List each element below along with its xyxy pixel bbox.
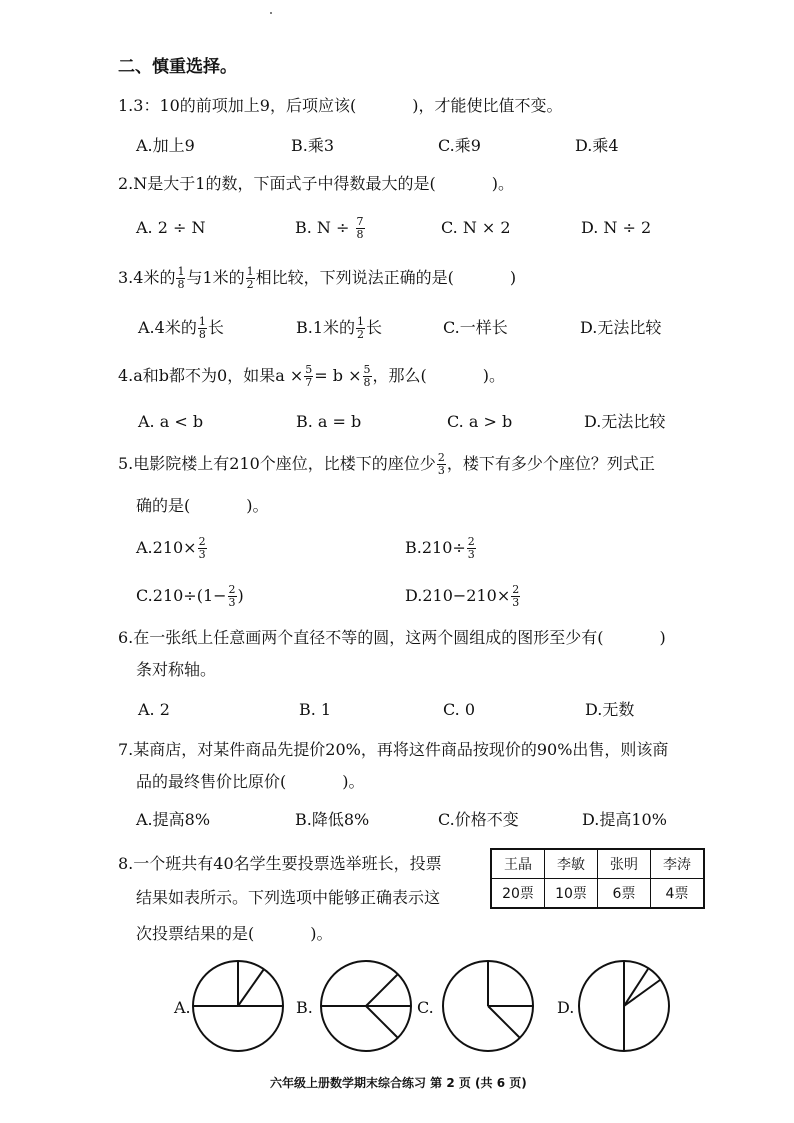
fraction <box>363 364 372 389</box>
q3-option-a-text: A.4米的 <box>138 318 197 337</box>
q6-option-d[interactable]: D.无数 <box>585 700 635 719</box>
fraction <box>304 364 313 389</box>
table-cell: 10票 <box>545 879 598 909</box>
denominator: 8 <box>356 228 364 241</box>
denominator: 8 <box>177 278 185 291</box>
pie-divider <box>488 1006 520 1038</box>
question-5-line-1 <box>118 452 655 477</box>
denominator: 3 <box>437 464 445 477</box>
pie-divider <box>238 969 264 1006</box>
q2-option-d[interactable]: D. N ÷ 2 <box>581 218 652 237</box>
numerator: 1 <box>198 315 206 328</box>
numerator: 2 <box>437 451 445 464</box>
denominator: 3 <box>228 596 236 609</box>
page-footer: 六年级上册数学期末综合练习 第 2 页 (共 6 页) <box>270 1076 527 1090</box>
q1-option-b[interactable]: B.乘3 <box>291 136 335 155</box>
q8-option-a-label[interactable]: A. <box>174 998 191 1017</box>
denominator: 8 <box>363 376 371 389</box>
fraction <box>246 266 255 291</box>
question-1-text: 1.3：10的前项加上9，后项应该( <box>118 96 357 115</box>
question-5-text-c: 确的是( <box>136 496 191 515</box>
q6-option-b[interactable]: B. 1 <box>299 700 332 719</box>
numerator: 7 <box>356 215 364 228</box>
q7-option-d[interactable]: D.提高10% <box>582 810 667 829</box>
q4-option-b[interactable]: B. a = b <box>296 412 362 431</box>
question-2-tail: )。 <box>491 174 514 193</box>
q5-option-b[interactable] <box>405 536 477 561</box>
question-6-line-1 <box>118 626 666 650</box>
question-3-text-a: 3.4米的 <box>118 268 176 287</box>
numerator: 5 <box>363 363 371 376</box>
numerator: 5 <box>305 363 313 376</box>
question-2-text: 2.N是大于1的数，下面式子中得数最大的是( <box>118 174 436 193</box>
question-3-text-b: 与1米的 <box>186 268 245 287</box>
table-header-cell: 王晶 <box>491 849 545 879</box>
q3-option-c[interactable]: C.一样长 <box>443 318 508 337</box>
question-7-text: 品的最终售价比原价( <box>136 772 287 791</box>
q5-option-d-text: D.210−210× <box>405 586 511 605</box>
q5-option-c[interactable] <box>136 584 244 609</box>
q4-option-d[interactable]: D.无法比较 <box>584 412 666 431</box>
fraction <box>356 216 365 241</box>
q8-option-c-label[interactable]: C. <box>417 998 434 1017</box>
fraction <box>198 316 207 341</box>
question-3-text-c: 相比较，下列说法正确的是( <box>255 268 454 287</box>
question-4-text-a: 4.a和b都不为0，如果a × <box>118 366 304 385</box>
q2-option-b-text: B. N ÷ <box>295 218 350 237</box>
denominator: 2 <box>246 278 254 291</box>
question-6-tail: ) <box>659 628 666 647</box>
question-4-text-b: = b × <box>314 366 362 385</box>
q1-option-c[interactable]: C.乘9 <box>438 136 481 155</box>
q3-option-a[interactable] <box>138 316 224 341</box>
q6-option-c[interactable]: C. 0 <box>443 700 476 719</box>
fraction <box>176 266 185 291</box>
q4-option-a[interactable]: A. a < b <box>138 412 204 431</box>
table-header-cell: 李敏 <box>545 849 598 879</box>
pie-chart-c[interactable] <box>440 958 536 1054</box>
question-4-tail: )。 <box>482 366 505 385</box>
section-title: 二、慎重选择。 <box>118 57 237 77</box>
q3-option-b[interactable] <box>296 316 382 341</box>
fraction <box>198 536 207 561</box>
fraction <box>228 584 237 609</box>
q3-option-d[interactable]: D.无法比较 <box>580 318 662 337</box>
table-row <box>491 849 704 879</box>
q2-option-b[interactable] <box>295 216 366 241</box>
denominator: 3 <box>512 596 520 609</box>
q7-option-c[interactable]: C.价格不变 <box>438 810 519 829</box>
pie-divider <box>624 980 660 1006</box>
question-2 <box>118 172 514 196</box>
pie-chart-a[interactable] <box>190 958 286 1054</box>
q8-option-b-label[interactable]: B. <box>296 998 313 1017</box>
denominator: 7 <box>305 376 313 389</box>
question-8-text: 次投票结果的是( <box>136 924 255 943</box>
q5-option-d[interactable] <box>405 584 521 609</box>
question-4-text-c: ，那么( <box>372 366 427 385</box>
denominator: 3 <box>198 548 206 561</box>
q2-option-a[interactable]: A. 2 ÷ N <box>136 218 206 237</box>
pie-divider <box>366 974 398 1006</box>
q1-option-d[interactable]: D.乘4 <box>575 136 619 155</box>
denominator: 2 <box>357 328 365 341</box>
question-6-text: 6.在一张纸上任意画两个直径不等的圆，这两个圆组成的图形至少有( <box>118 628 604 647</box>
question-8-line-1: 8.一个班共有40名学生要投票选举班长，投票 <box>118 854 442 873</box>
fraction <box>437 452 446 477</box>
table-cell: 4票 <box>651 879 705 909</box>
vote-table <box>490 848 705 909</box>
q3-option-b-text: B.1米的 <box>296 318 356 337</box>
table-row <box>491 879 704 909</box>
question-3 <box>118 266 516 291</box>
denominator: 8 <box>198 328 206 341</box>
question-6-line-2: 条对称轴。 <box>136 660 217 679</box>
pie-divider <box>624 969 648 1006</box>
numerator: 2 <box>512 583 520 596</box>
question-8-line-3 <box>136 922 333 946</box>
question-5-line-2 <box>136 494 269 518</box>
fraction <box>511 584 520 609</box>
q5-option-b-text: B.210÷ <box>405 538 466 557</box>
numerator: 2 <box>467 535 475 548</box>
table-cell: 20票 <box>491 879 545 909</box>
question-7-line-2 <box>136 770 365 794</box>
q3-option-a-tail: 长 <box>207 318 224 337</box>
question-7-tail: )。 <box>342 772 365 791</box>
table-header-cell: 张明 <box>598 849 651 879</box>
q1-option-a[interactable]: A.加上9 <box>136 136 195 155</box>
question-8-tail: )。 <box>310 924 333 943</box>
question-3-tail: ) <box>509 268 517 287</box>
numerator: 1 <box>357 315 365 328</box>
q7-option-a[interactable]: A.提高8% <box>136 810 211 829</box>
numerator: 2 <box>198 535 206 548</box>
q5-option-c-tail: ) <box>237 586 244 605</box>
q6-option-a[interactable]: A. 2 <box>138 700 170 719</box>
pie-chart-b[interactable] <box>318 958 414 1054</box>
pie-chart-d[interactable] <box>576 958 672 1054</box>
q7-option-b[interactable]: B.降低8% <box>295 810 370 829</box>
question-1-tail: )，才能使比值不变。 <box>412 96 563 115</box>
q5-option-a-text: A.210× <box>136 538 197 557</box>
question-5-text-a: 5.电影院楼上有210个座位，比楼下的座位少 <box>118 454 436 473</box>
numerator: 1 <box>246 265 254 278</box>
question-4 <box>118 364 505 389</box>
q8-option-d-label[interactable]: D. <box>557 998 575 1017</box>
question-1 <box>118 94 562 118</box>
numerator: 2 <box>228 583 236 596</box>
pie-divider <box>366 1006 398 1038</box>
q5-option-a[interactable] <box>136 536 208 561</box>
fraction <box>467 536 476 561</box>
question-5-tail: )。 <box>246 496 269 515</box>
table-cell: 6票 <box>598 879 651 909</box>
denominator: 3 <box>467 548 475 561</box>
table-header-cell: 李涛 <box>651 849 705 879</box>
scan-speck <box>270 12 272 14</box>
q5-option-c-text: C.210÷(1− <box>136 586 227 605</box>
numerator: 1 <box>177 265 185 278</box>
q4-option-c[interactable]: C. a > b <box>447 412 513 431</box>
fraction <box>356 316 365 341</box>
question-8-line-2: 结果如表所示。下列选项中能够正确表示这 <box>136 888 441 907</box>
question-7-line-1: 7.某商店，对某件商品先提价20%，再将这件商品按现价的90%出售，则该商 <box>118 740 669 759</box>
q3-option-b-tail: 长 <box>366 318 383 337</box>
q2-option-c[interactable]: C. N × 2 <box>441 218 511 237</box>
question-5-text-b: ，楼下有多少个座位？列式正 <box>446 454 655 473</box>
